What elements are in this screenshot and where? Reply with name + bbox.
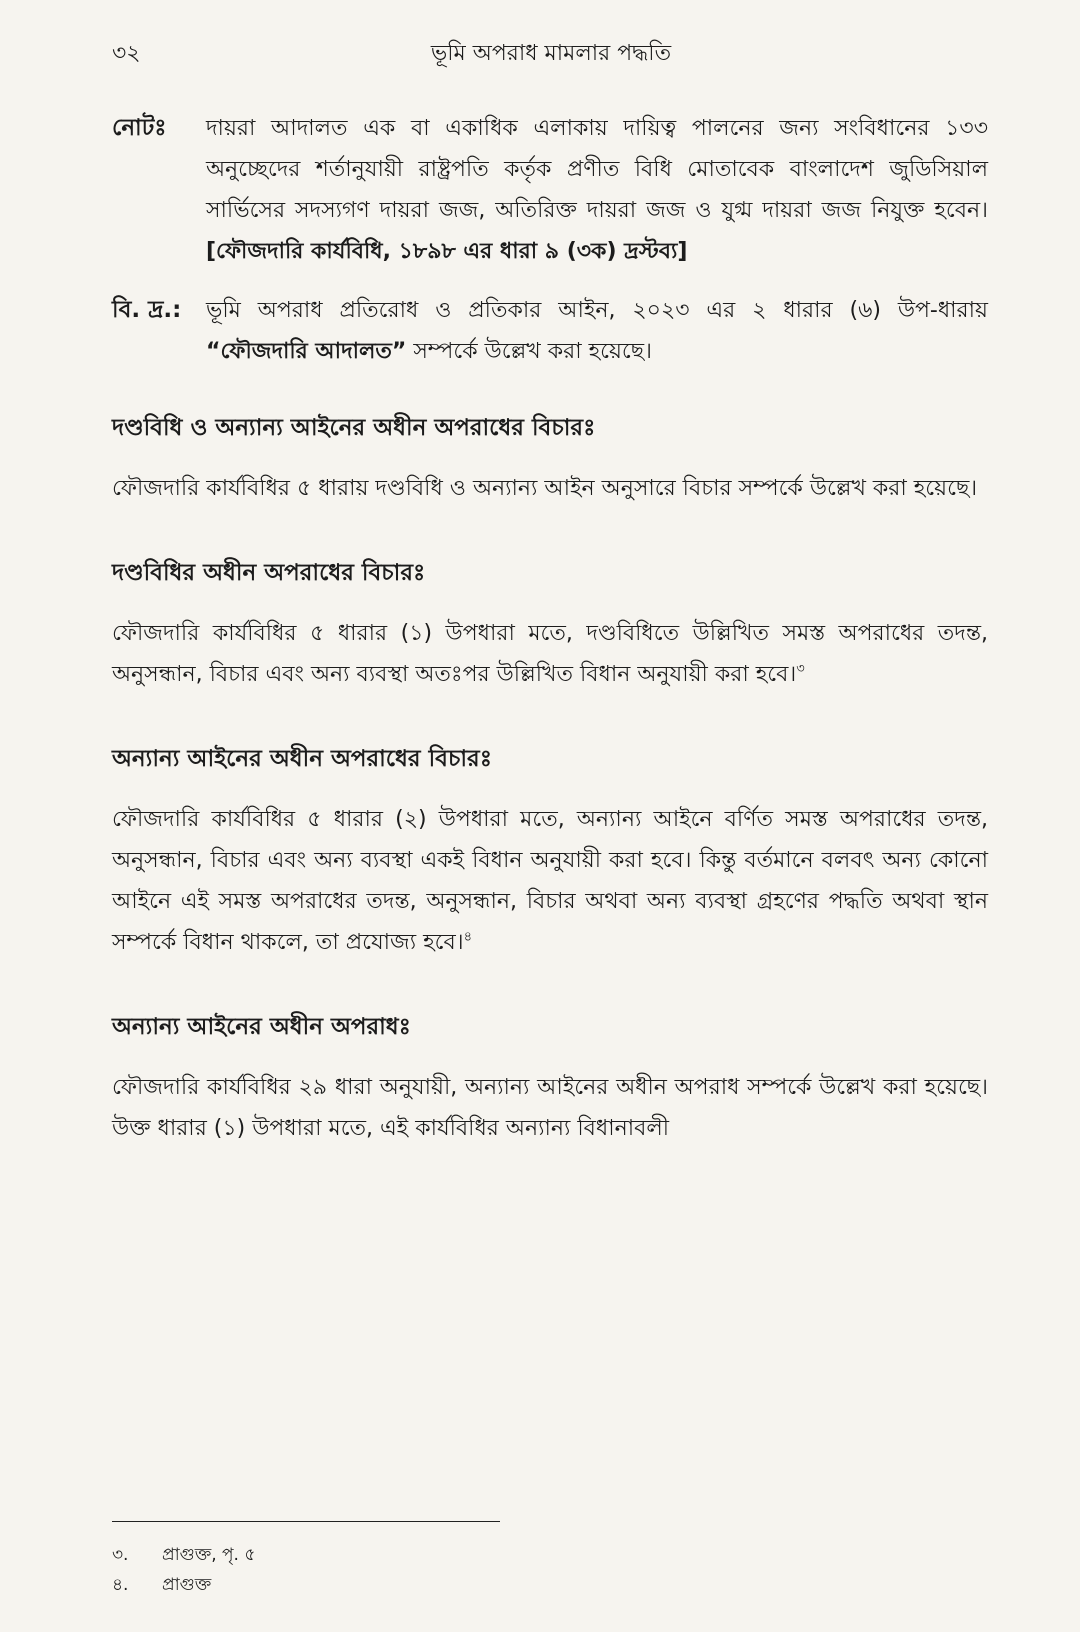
section-text: ফৌজদারি কার্যবিধির ৫ ধারায় দণ্ডবিধি ও অন্যান্য আইন অনুসারে বিচার সম্পর্কে উল্লেখ করা হয়েছে। — [112, 476, 978, 501]
nb-block — [112, 290, 988, 372]
section-trial-penal-other — [112, 408, 988, 509]
section-paragraph — [112, 468, 988, 509]
footnote-number: ৪. — [112, 1575, 129, 1595]
footnote-item — [112, 1570, 255, 1600]
running-title: ভূমি অপরাধ মামলার পদ্ধতি — [430, 41, 672, 66]
note-block — [112, 108, 988, 272]
nb-bold-term: “ফৌজদারি আদালত” — [206, 339, 407, 364]
note-text — [206, 108, 988, 272]
footnote-text: প্রাগুক্ত, পৃ. ৫ — [162, 1545, 256, 1565]
section-heading: দণ্ডবিধি ও অন্যান্য আইনের অধীন অপরাধের বিচারঃ — [112, 415, 596, 441]
note-label: নোটঃ — [112, 115, 167, 141]
section-text: ফৌজদারি কার্যবিধির ৫ ধারার (২) উপধারা মতে, অন্যান্য আইনে বর্ণিত সমস্ত অপরাধের তদন্ত, অনুসন্ধান, বিচার এবং অন্য ব্যবস্থা একই বিধান অনুযায়ী করা হবে। কিন্তু বর্তমানে বলবৎ অন্য কোনো আইনে এই সমস্ত অপরাধের তদন্ত, অনুসন্ধান, বিচার অথবা অন্য ব্যবস্থা গ্রহণের পদ্ধতি অথবা স্থান সম্পর্কে বিধান থাকলে, তা প্রযোজ্য হবে। — [112, 807, 988, 955]
footnote-ref[interactable]: ৪ — [463, 929, 473, 945]
section-paragraph — [112, 1067, 988, 1149]
page-header — [112, 36, 990, 76]
footnote-text: প্রাগুক্ত — [162, 1575, 212, 1595]
section-paragraph — [112, 613, 988, 695]
footnote-divider — [112, 1521, 500, 1522]
nb-text-after: সম্পর্কে উল্লেখ করা হয়েছে। — [413, 339, 652, 364]
page-content — [112, 108, 988, 1193]
section-paragraph — [112, 799, 988, 963]
page-number: ৩২ — [112, 41, 141, 66]
footnote-ref[interactable]: ৩ — [796, 661, 805, 677]
section-trial-other-laws — [112, 739, 988, 963]
nb-text-before: ভূমি অপরাধ প্রতিরোধ ও প্রতিকার আইন, ২০২৩ এর ২ ধারার (৬) উপ-ধারায় — [206, 298, 988, 323]
section-heading: অন্যান্য আইনের অধীন অপরাধের বিচারঃ — [112, 746, 492, 772]
footnotes — [112, 1540, 255, 1600]
section-text: ফৌজদারি কার্যবিধির ৫ ধারার (১) উপধারা মতে, দণ্ডবিধিতে উল্লিখিত সমস্ত অপরাধের তদন্ত, অনুসন্ধান, বিচার এবং অন্য ব্যবস্থা অতঃপর উল্লিখিত বিধান অনুযায়ী করা হবে। — [112, 621, 988, 687]
section-heading: দণ্ডবিধির অধীন অপরাধের বিচারঃ — [112, 560, 426, 586]
section-heading: অন্যান্য আইনের অধীন অপরাধঃ — [112, 1014, 411, 1040]
footnote-item — [112, 1540, 255, 1570]
section-text: ফৌজদারি কার্যবিধির ২৯ ধারা অনুযায়ী, অন্যান্য আইনের অধীন অপরাধ সম্পর্কে উল্লেখ করা হয়েছে। উক্ত ধারার (১) উপধারা মতে, এই কার্যবিধির অন্যান্য বিধানাবলী — [112, 1075, 988, 1141]
note-body: দায়রা আদালত এক বা একাধিক এলাকায় দায়িত্ব পালনের জন্য সংবিধানের ১৩৩ অনুচ্ছেদের শর্তানুযায়ী রাষ্ট্রপতি কর্তৃক প্রণীত বিধি মোতাবেক বাংলাদেশ জুডিসিয়াল সার্ভিসের সদস্যগণ দায়রা জজ, অতিরিক্ত দায়রা জজ ও যুগ্ম দায়রা জজ নিযুক্ত হবেন। — [206, 116, 988, 223]
section-offences-other-laws — [112, 1007, 988, 1149]
section-trial-penal-code — [112, 553, 988, 695]
nb-text — [206, 290, 988, 372]
note-reference: [ফৌজদারি কার্যবিধি, ১৮৯৮ এর ধারা ৯ (৩ক) দ্রস্টব্য] — [206, 239, 688, 264]
nb-label: বি. দ্র.: — [112, 297, 182, 323]
footnote-number: ৩. — [112, 1545, 129, 1565]
